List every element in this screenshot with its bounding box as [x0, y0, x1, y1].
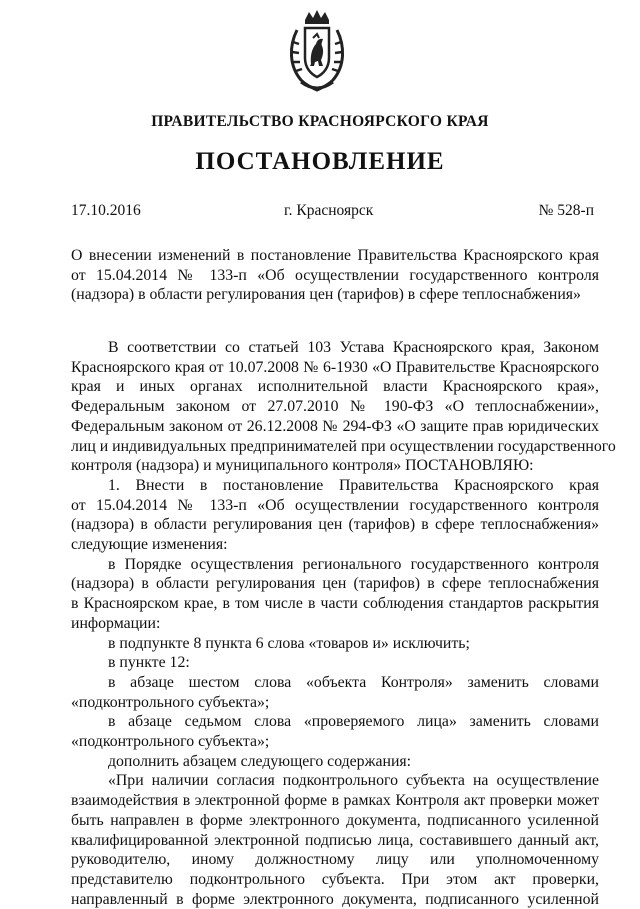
document-number: № 528-п [538, 202, 594, 219]
body-line: информации: [71, 614, 161, 632]
body-line: (надзора) в области регулирования цен (тарифов) в сфере теплоснабжения» [71, 516, 599, 534]
document-date: 17.10.2016 [71, 202, 141, 219]
government-title: ПРАВИТЕЛЬСТВО КРАСНОЯРСКОГО КРАЯ [151, 113, 489, 130]
document-type: ПОСТАНОВЛЕНИЕ [195, 148, 445, 175]
body-line: быть направлен в форме электронного документа, подписанного усиленной [71, 811, 599, 829]
body-line: дополнить абзацем следующего содержания: [108, 752, 412, 770]
body-line: направленный в форме электронного документа, подписанного усиленной [71, 890, 599, 908]
body-line: В соответствии со статьей 103 Устава Красноярского края, Законом [108, 339, 599, 356]
body-line: Красноярского края от 10.07.2008 № 6-1930 «О Правительстве Красноярского [71, 358, 599, 376]
body-line: (надзора) в области регулирования цен (тарифов) в сфере теплоснабжения [71, 575, 599, 593]
body-line: 1. Внести в постановление Правительства Красноярского края [108, 476, 599, 494]
body-line: «При наличии согласия подконтрольного субъекта на осуществление [108, 772, 599, 790]
body-line: в пункте 12: [108, 654, 190, 672]
body-line: края и иных органах исполнительной власти Красноярского края», [71, 378, 599, 396]
body-line: в абзаце седьмом слова «проверяемого лица» заменить словами [108, 713, 599, 731]
krasnoyarsk-coat-of-arms-icon [283, 8, 351, 94]
body-line: Федеральным законом от 26.12.2008 № 294-ФЗ «О защите прав юридических [71, 417, 599, 435]
body-line: взаимодействия в электронной форме в рамках Контроля акт проверки может [71, 792, 599, 810]
subject-line: О внесении изменений в постановление Правительства Красноярского края [71, 247, 599, 264]
document-body [71, 338, 616, 909]
subject-line: от 15.04.2014 № 133-п «Об осуществлении государственного контроля [71, 266, 599, 284]
document-city: г. Красноярск [284, 202, 374, 219]
body-line: контроля (надзора) и муниципального контроля» ПОСТАНОВЛЯЮ: [71, 457, 534, 475]
body-line: Федеральным законом от 27.07.2010 № 190-ФЗ «О теплоснабжении», [71, 398, 599, 416]
document-subject [71, 246, 599, 305]
body-line: лиц и индивидуальных предпринимателей при осуществлении государственного [71, 437, 616, 455]
body-line: в абзаце шестом слова «объекта Контроля» заменить словами [108, 673, 599, 691]
body-line: представителю подконтрольного субъекта. При этом акт проверки, [71, 870, 599, 888]
body-line: «подконтрольного субъекта»; [71, 693, 270, 711]
subject-line: (надзора) в области регулирования цен (тарифов) в сфере теплоснабжения» [71, 286, 581, 304]
body-line: квалифицированной электронной подписью лица, составившего данный акт, [71, 831, 599, 849]
body-line: в Красноярском крае, в том числе в части соблюдения стандартов раскрытия [71, 595, 599, 613]
body-line: от 15.04.2014 № 133-п «Об осуществлении государственного контроля [71, 496, 599, 514]
body-line: в подпункте 8 пункта 6 слова «товаров и» исключить; [108, 634, 470, 652]
body-line: в Порядке осуществления регионального государственного контроля [108, 555, 599, 573]
body-line: «подконтрольного субъекта»; [71, 733, 270, 751]
body-line: следующие изменения: [71, 536, 228, 554]
body-line: руководителю, иному должностному лицу или уполномоченному [71, 851, 599, 869]
